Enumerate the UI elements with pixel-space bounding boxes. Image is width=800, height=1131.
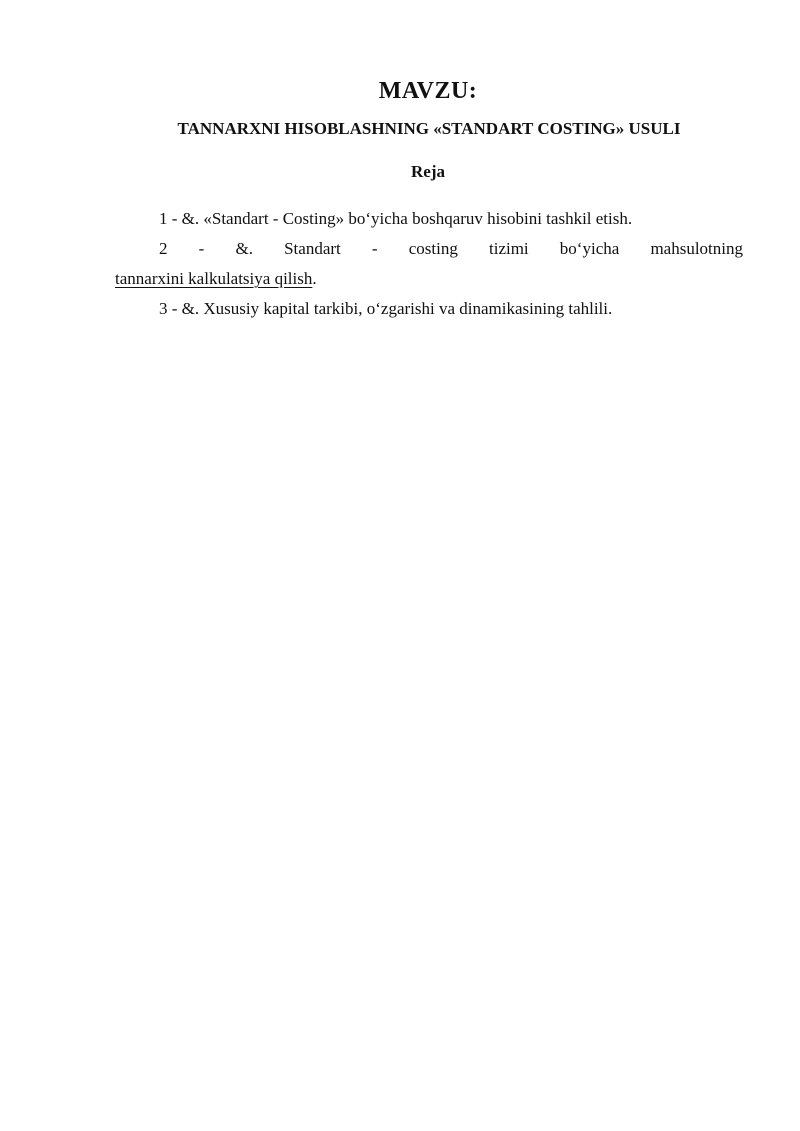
- plan-item-2-text: 2 - &. Standart - costing tizimi bo‘yicha mahsulotning: [159, 239, 743, 258]
- plan-item-3-text: 3 - &. Xususiy kapital tarkibi, o‘zgarishi va dinamikasining tahlili.: [159, 299, 613, 318]
- plan-item-2-punctuation: .: [312, 269, 317, 288]
- plan-item-1: [115, 204, 743, 234]
- plan-item-3: [115, 294, 743, 324]
- plan-item-2-link[interactable]: tannarxini kalkulatsiya qilish: [115, 269, 313, 288]
- plan-heading: Reja: [411, 162, 445, 181]
- document-title: MAVZU:: [378, 78, 478, 104]
- plan-item-1-text: 1 - &. «Standart - Costing» bo‘yicha boshqaruv hisobini tashkil etish.: [159, 209, 633, 228]
- plan-item-2: [115, 234, 743, 294]
- plan-list: [115, 204, 743, 324]
- document-subtitle: TANNARXNI HISOBLASHNING «STANDART COSTING» USULI: [177, 119, 681, 138]
